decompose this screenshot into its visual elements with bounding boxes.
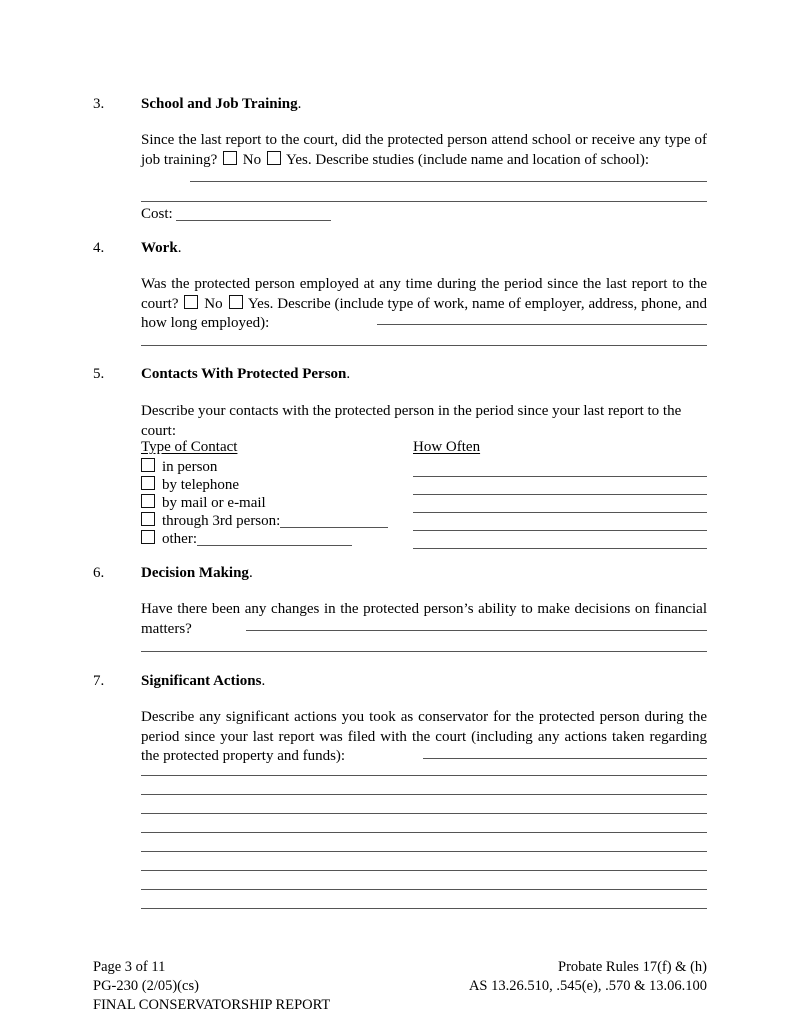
section-heading-text: Significant Actions [141,673,262,689]
section-number: 4. [93,240,105,256]
contact-type-label: by mail or e-mail [162,495,266,511]
section3-question-part1: Since the last report to the court, did the protected person attend school or receive any type of job training? [141,132,707,168]
footer-form-id: PG-230 (2/05)(cs) [93,978,199,994]
section4-fill-line-2[interactable] [141,345,707,346]
section-number: 3. [93,96,105,112]
section-heading-text: School and Job Training [141,96,298,112]
checkbox-school-yes[interactable] [267,151,281,165]
table-row [141,458,707,476]
cost-fill-line[interactable] [176,208,331,221]
section3-question-part2: Describe studies (include name and location of school): [315,151,650,168]
footer-probate-rules: Probate Rules 17(f) & (h) [558,959,707,975]
section-number: 6. [93,565,105,581]
footer-statute-citation: AS 13.26.510, .545(e), .570 & 13.06.100 [468,978,707,994]
section-heading [141,95,301,113]
checkbox-work-yes[interactable] [229,295,243,309]
column-header-type-of-contact: Type of Contact [141,439,238,455]
section-heading-period: . [346,366,351,382]
section7-blank-line[interactable] [141,889,707,890]
contact-3rd-person-fill-line[interactable] [280,515,388,528]
section-heading-text: Decision Making [141,565,249,581]
section-heading-period: . [297,96,302,112]
section-heading-period: . [261,673,266,689]
page-footer [93,958,707,1015]
table-row [141,476,707,494]
checkbox-contact-by-mail-or-email[interactable] [141,494,155,508]
section-heading [141,564,253,582]
section7-blank-line[interactable] [141,851,707,852]
footer-page-label: Page 3 of 11 [93,959,166,975]
contact-other-fill-line[interactable] [197,533,352,546]
checkbox-school-yes-label: Yes. [286,151,312,168]
section3-fill-line-1[interactable] [190,181,707,182]
section5-instruction: Describe your contacts with the protected person in the period since your last report to the court: [141,403,682,439]
checkbox-contact-in-person[interactable] [141,458,155,472]
section7-fill-line-1[interactable] [423,758,707,759]
section-heading [141,365,350,383]
section-heading-period: . [177,240,182,256]
checkbox-contact-through-3rd-person[interactable] [141,512,155,526]
section3-body [141,131,707,170]
section7-blank-line[interactable] [141,794,707,795]
section7-blank-line[interactable] [141,832,707,833]
section7-blank-line[interactable] [141,870,707,871]
section-heading-text: Work [141,240,178,256]
column-header-how-often: How Often [413,439,481,455]
section7-blank-line[interactable] [141,813,707,814]
section-heading [141,672,265,690]
section-heading [141,239,181,257]
checkbox-work-no-label: No [204,295,223,312]
footer-row-2 [93,977,707,996]
checkbox-contact-other[interactable] [141,530,155,544]
checkbox-school-no-label: No [242,151,262,168]
section7-blank-line[interactable] [141,908,707,909]
table-row [141,530,707,548]
checkbox-school-no[interactable] [223,151,237,165]
section6-body [141,600,707,639]
section4-question-part2: Describe (include type of work, name of employer, address, phone, and how long employed): [141,295,708,331]
section-number: 5. [93,366,105,382]
contact-type-label: through 3rd person: [162,513,281,529]
section6-question: Have there been any changes in the protected person’s ability to make decisions on financial matters? [141,601,707,637]
section7-instruction: Describe any significant actions you took as conservator for the protected person during the period since your last report was filed with the court (including any actions taken regarding the protected property and funds): [141,709,707,764]
checkbox-work-no[interactable] [184,295,198,309]
section6-fill-line-1[interactable] [246,630,707,631]
section4-fill-line-1[interactable] [377,324,707,325]
contact-type-label: other: [162,531,197,547]
section-number: 7. [93,673,105,689]
section7-blank-line[interactable] [141,775,707,776]
table-row [141,494,707,512]
cost-label: Cost: [141,206,173,222]
section-heading-text: Contacts With Protected Person [141,366,347,382]
checkbox-contact-by-telephone[interactable] [141,476,155,490]
footer-row-3 [93,996,707,1015]
how-often-fill-line-5[interactable] [413,548,707,549]
section5-body [141,402,707,441]
checkbox-work-yes-label: Yes. [247,295,274,312]
contact-type-label: in person [162,459,218,475]
footer-form-title: FINAL CONSERVATORSHIP REPORT [93,997,331,1013]
contact-type-label: by telephone [162,477,240,493]
section3-fill-line-2[interactable] [141,201,707,202]
table-row [141,512,707,530]
section4-question-part1: Was the protected person employed at any time during the period since the last report to the court? [141,276,707,312]
section-heading-period: . [248,565,253,581]
section6-fill-line-2[interactable] [141,651,707,652]
section3-cost-row [141,205,707,225]
contacts-table [141,438,707,548]
footer-row-1 [93,958,707,977]
